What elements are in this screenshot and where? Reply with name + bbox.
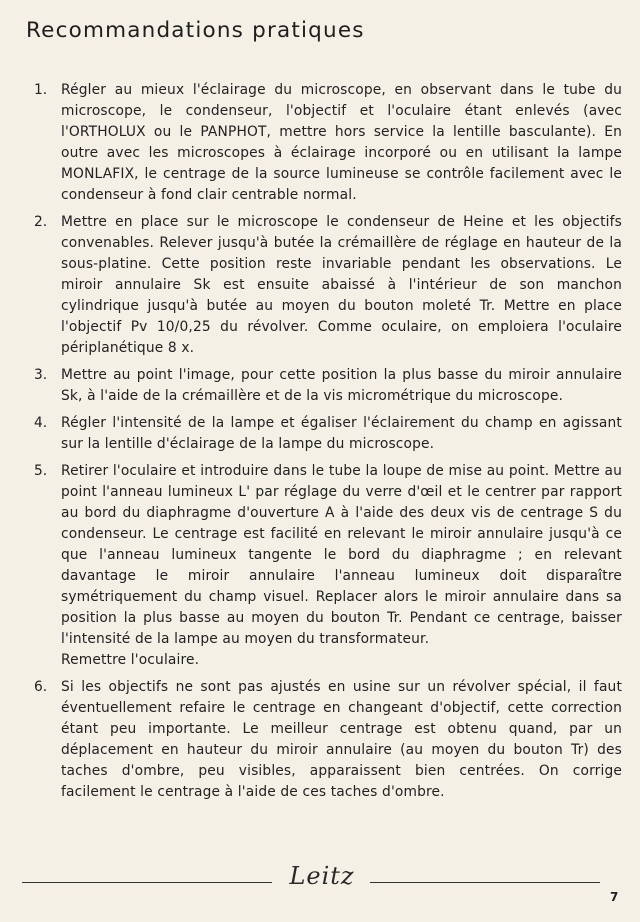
item-number: 6. — [34, 679, 48, 695]
list-item — [34, 80, 622, 206]
item-number: 3. — [34, 367, 48, 383]
list-item — [34, 413, 622, 455]
item-text-extra: Remettre l'oculaire. — [61, 652, 200, 668]
list-item — [34, 365, 622, 407]
item-text: Régler au mieux l'éclairage du microscope, en observant dans le tube du microscope, le condenseur, l'objectif et l'oculaire étant enlevés (avec l'ORTHOLUX ou le PANPHOT, mettre hors service la lentille basculante). En outre avec les microscopes à éclairage incorporé ou en utilisant la lampe MONLAFIX, le centrage de la source lumineuse se contrôle facilement avec le condenseur à fond clair centrable normal. — [61, 82, 622, 203]
page-number: 7 — [610, 890, 619, 904]
page-title: Recommandations pratiques — [26, 18, 365, 43]
item-number: 2. — [34, 214, 48, 230]
leitz-logo: Leitz — [289, 862, 355, 890]
item-text: Mettre au point l'image, pour cette position la plus basse du miroir annulaire Sk, à l'aide de la crémaillère et de la vis micrométrique du microscope. — [61, 367, 622, 404]
item-number: 4. — [34, 415, 48, 431]
item-text: Si les objectifs ne sont pas ajustés en usine sur un révolver spécial, il faut éventuellement refaire le centrage en changeant d'objectif, cette correction étant peu importante. Le meilleur centrage est obtenu quand, par un déplacement en hauteur du miroir annulaire (au moyen du bouton Tr) des taches d'ombre, peu visibles, apparaissent bien centrées. On corrige facilement le centrage à l'aide de ces taches d'ombre. — [61, 679, 622, 800]
footer-rule-left — [22, 882, 272, 883]
item-text: Retirer l'oculaire et introduire dans le tube la loupe de mise au point. Mettre au point l'anneau lumineux L' par réglage du verre d'œil et le centrer par rapport au bord du diaphragme d'ouverture A à l'aide des deux vis de centrage S du condenseur. Le centrage est facilité en relevant le miroir annulaire jusqu'à ce que l'anneau lumineux tangente le bord du diaphragme ; en relevant davantage le miroir annulaire l'anneau lumineux doit disparaître symétriquement du champ visuel. Replacer alors le miroir annulaire dans sa position la plus basse au moyen du bouton Tr. Pendant ce centrage, baisser l'intensité de la lampe au moyen du transformateur. — [61, 463, 622, 647]
item-number: 1. — [34, 82, 48, 98]
list-item — [34, 212, 622, 359]
footer-rule-right — [370, 882, 600, 883]
page-footer — [22, 862, 618, 902]
item-text: Mettre en place sur le microscope le condenseur de Heine et les objectifs convenables. Relever jusqu'à butée la crémaillère de réglage en hauteur de la sous-platine. Cette position reste invariable pendant les observations. Le miroir annulaire Sk est ensuite abaissé à l'intérieur de son manchon cylindrique jusqu'à butée au moyen du bouton moleté Tr. Mettre en place l'objectif Pv 10/0,25 du révolver. Comme oculaire, on emploiera l'oculaire périplanétique 8 x. — [61, 214, 622, 356]
list-item — [34, 677, 622, 803]
item-number: 5. — [34, 463, 48, 479]
item-text-block — [61, 461, 622, 671]
list-item — [34, 461, 622, 671]
item-text: Régler l'intensité de la lampe et égaliser l'éclairement du champ en agissant sur la lentille d'éclairage de la lampe du microscope. — [61, 415, 622, 452]
recommendations-list — [34, 80, 622, 809]
